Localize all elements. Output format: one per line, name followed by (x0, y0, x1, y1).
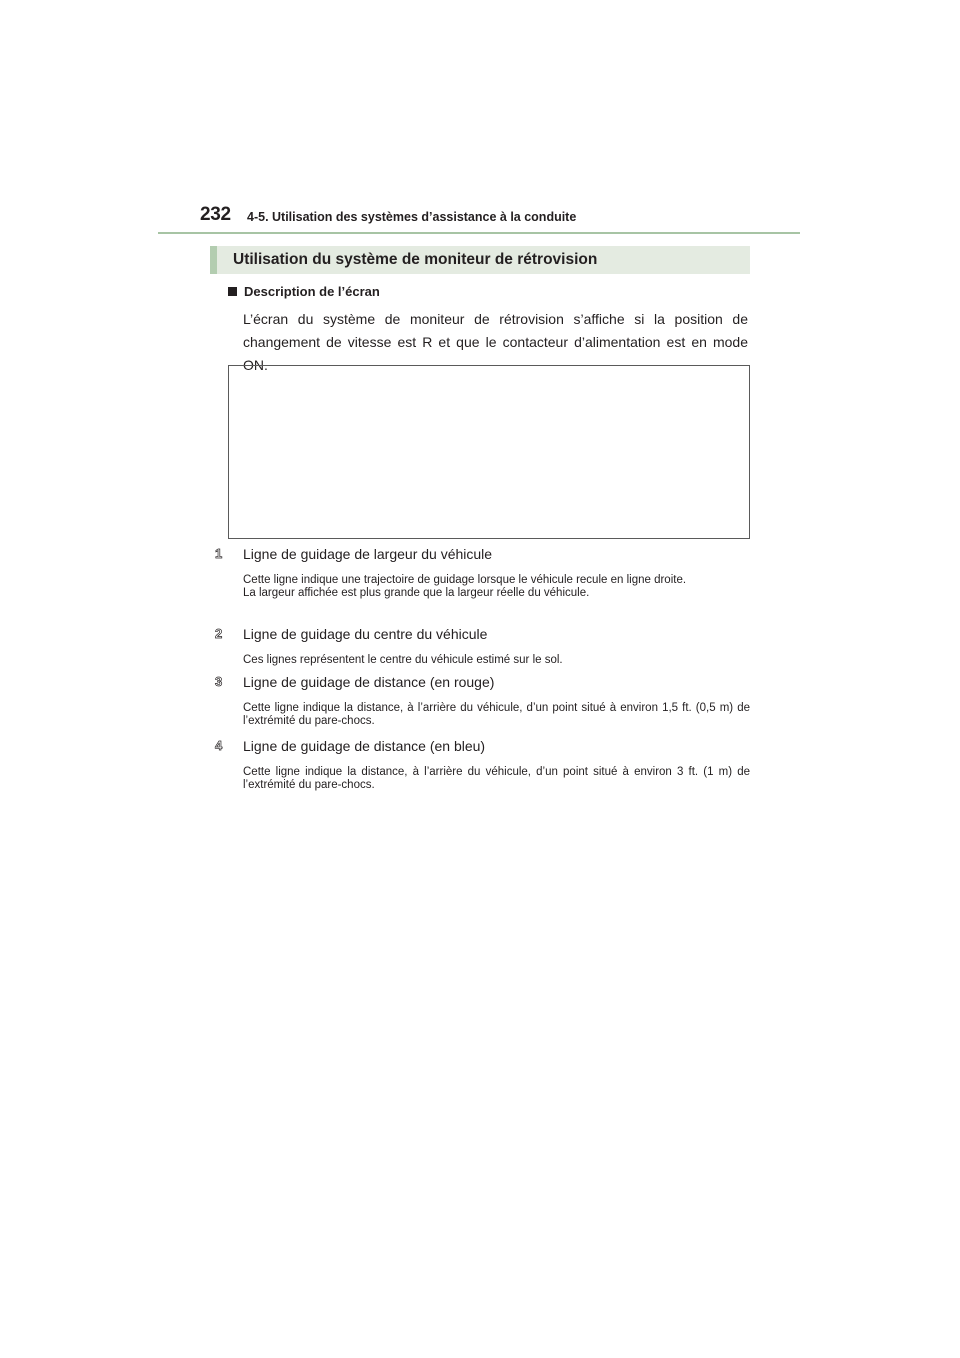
item-description-line: Ces lignes représentent le centre du véhicule estimé sur le sol. (243, 654, 563, 666)
item-number-badge: 4 (215, 738, 223, 753)
item-description (243, 654, 750, 667)
item-title: Ligne de guidage de distance (en rouge) (243, 674, 495, 690)
item-description (243, 574, 750, 600)
item-number-badge: 1 (215, 546, 223, 561)
item-title: Ligne de guidage de distance (en bleu) (243, 738, 486, 754)
item-title: Ligne de guidage de largeur du véhicule (243, 546, 493, 562)
item-description (243, 766, 750, 792)
item-number-badge: 3 (215, 674, 223, 689)
item-description-line: Cette ligne indique une trajectoire de guidage lorsque le véhicule recule en ligne droite. (243, 574, 687, 586)
intro-paragraph: L’écran du système de moniteur de rétrovision s’affiche si la position de changement de vitesse est R et que le contacteur d’alimentation est en mode ON. (243, 311, 748, 373)
page-number: 232 (200, 204, 231, 225)
subsection-heading (228, 284, 380, 299)
item-number-badge: 2 (215, 626, 223, 641)
item-description-line: Cette ligne indique la distance, à l’arrière du véhicule, d’un point situé à environ 3 ft. (1 m) de l’extrémité du pare-chocs. (243, 766, 750, 791)
subsection-title: Description de l’écran (244, 284, 380, 299)
item-description-line: La largeur affichée est plus grande que la largeur réelle du véhicule. (243, 587, 590, 599)
square-bullet-icon (228, 287, 237, 296)
running-header: 4-5. Utilisation des systèmes d’assistance à la conduite (247, 210, 577, 224)
item-description-line: Cette ligne indique la distance, à l’arrière du véhicule, d’un point situé à environ 1,5 ft. (0,5 m) de l’extrémité du pare-chocs. (243, 702, 750, 727)
section-title: Utilisation du système de moniteur de rétrovision (233, 251, 598, 268)
item-description (243, 702, 750, 728)
item-title: Ligne de guidage du centre du véhicule (243, 626, 488, 642)
header-rule (158, 232, 800, 234)
screen-illustration (228, 365, 750, 539)
section-title-bar (210, 246, 750, 274)
